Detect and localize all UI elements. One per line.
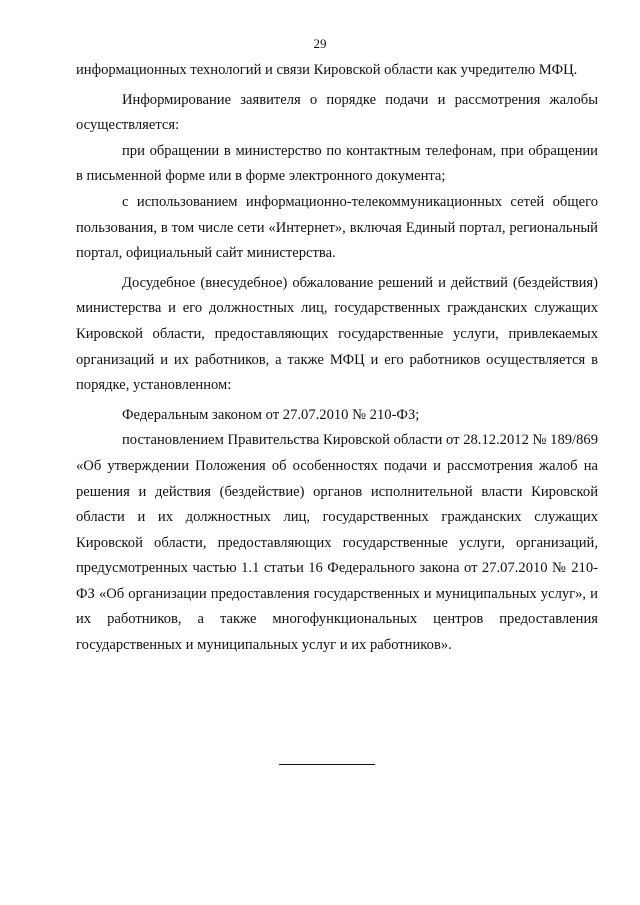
paragraph-internet-channels: с использованием информационно-телекоммуникационных сетей общего пользования, в том числе сети «Интернет», включая Единый портал, региональный портал, официальный сайт министерства.	[76, 193, 598, 262]
end-of-text-rule	[279, 764, 375, 765]
paragraph-pretrial-appeal: Досудебное (внесудебное) обжалование решений и действий (бездействия) министерства и его должностных лиц, государственных гражданских служащих Кировской области, предоставляющих государственные услуги, привлекаемых организаций и их работников, а также МФЦ и его работников осуществляется в порядке, установленном:	[76, 274, 598, 394]
document-body	[76, 58, 598, 659]
paragraph-informing-applicant: Информирование заявителя о порядке подачи и рассмотрения жалобы осуществляется:	[76, 91, 598, 134]
paragraph-government-resolution: постановлением Правительства Кировской области от 28.12.2012 № 189/869 «Об утверждении Положения об особенностях подачи и рассмотрения жалоб на решения и действия (бездействие) органов исполнительной власти Кировской области и их должностных лиц, государственных гражданских служащих Кировской области, предоставляющих государственные услуги, организаций, предусмотренных частью 1.1 статьи 16 Федерального закона от 27.07.2010 № 210-ФЗ «Об организации предоставления государственных и муниципальных услуг», и их работников, а также многофункциональных центров предоставления государственных и муниципальных услуг и их работников».	[76, 432, 598, 654]
paragraph-federal-law: Федеральным законом от 27.07.2010 № 210-ФЗ;	[122, 406, 420, 423]
paragraph-contact-methods: при обращении в министерство по контактным телефонам, при обращении в письменной форме или в форме электронного документа;	[76, 142, 598, 185]
paragraph-mfc-founder: информационных технологий и связи Кировской области как учредителю МФЦ.	[76, 62, 578, 78]
page-number: 29	[313, 36, 327, 51]
